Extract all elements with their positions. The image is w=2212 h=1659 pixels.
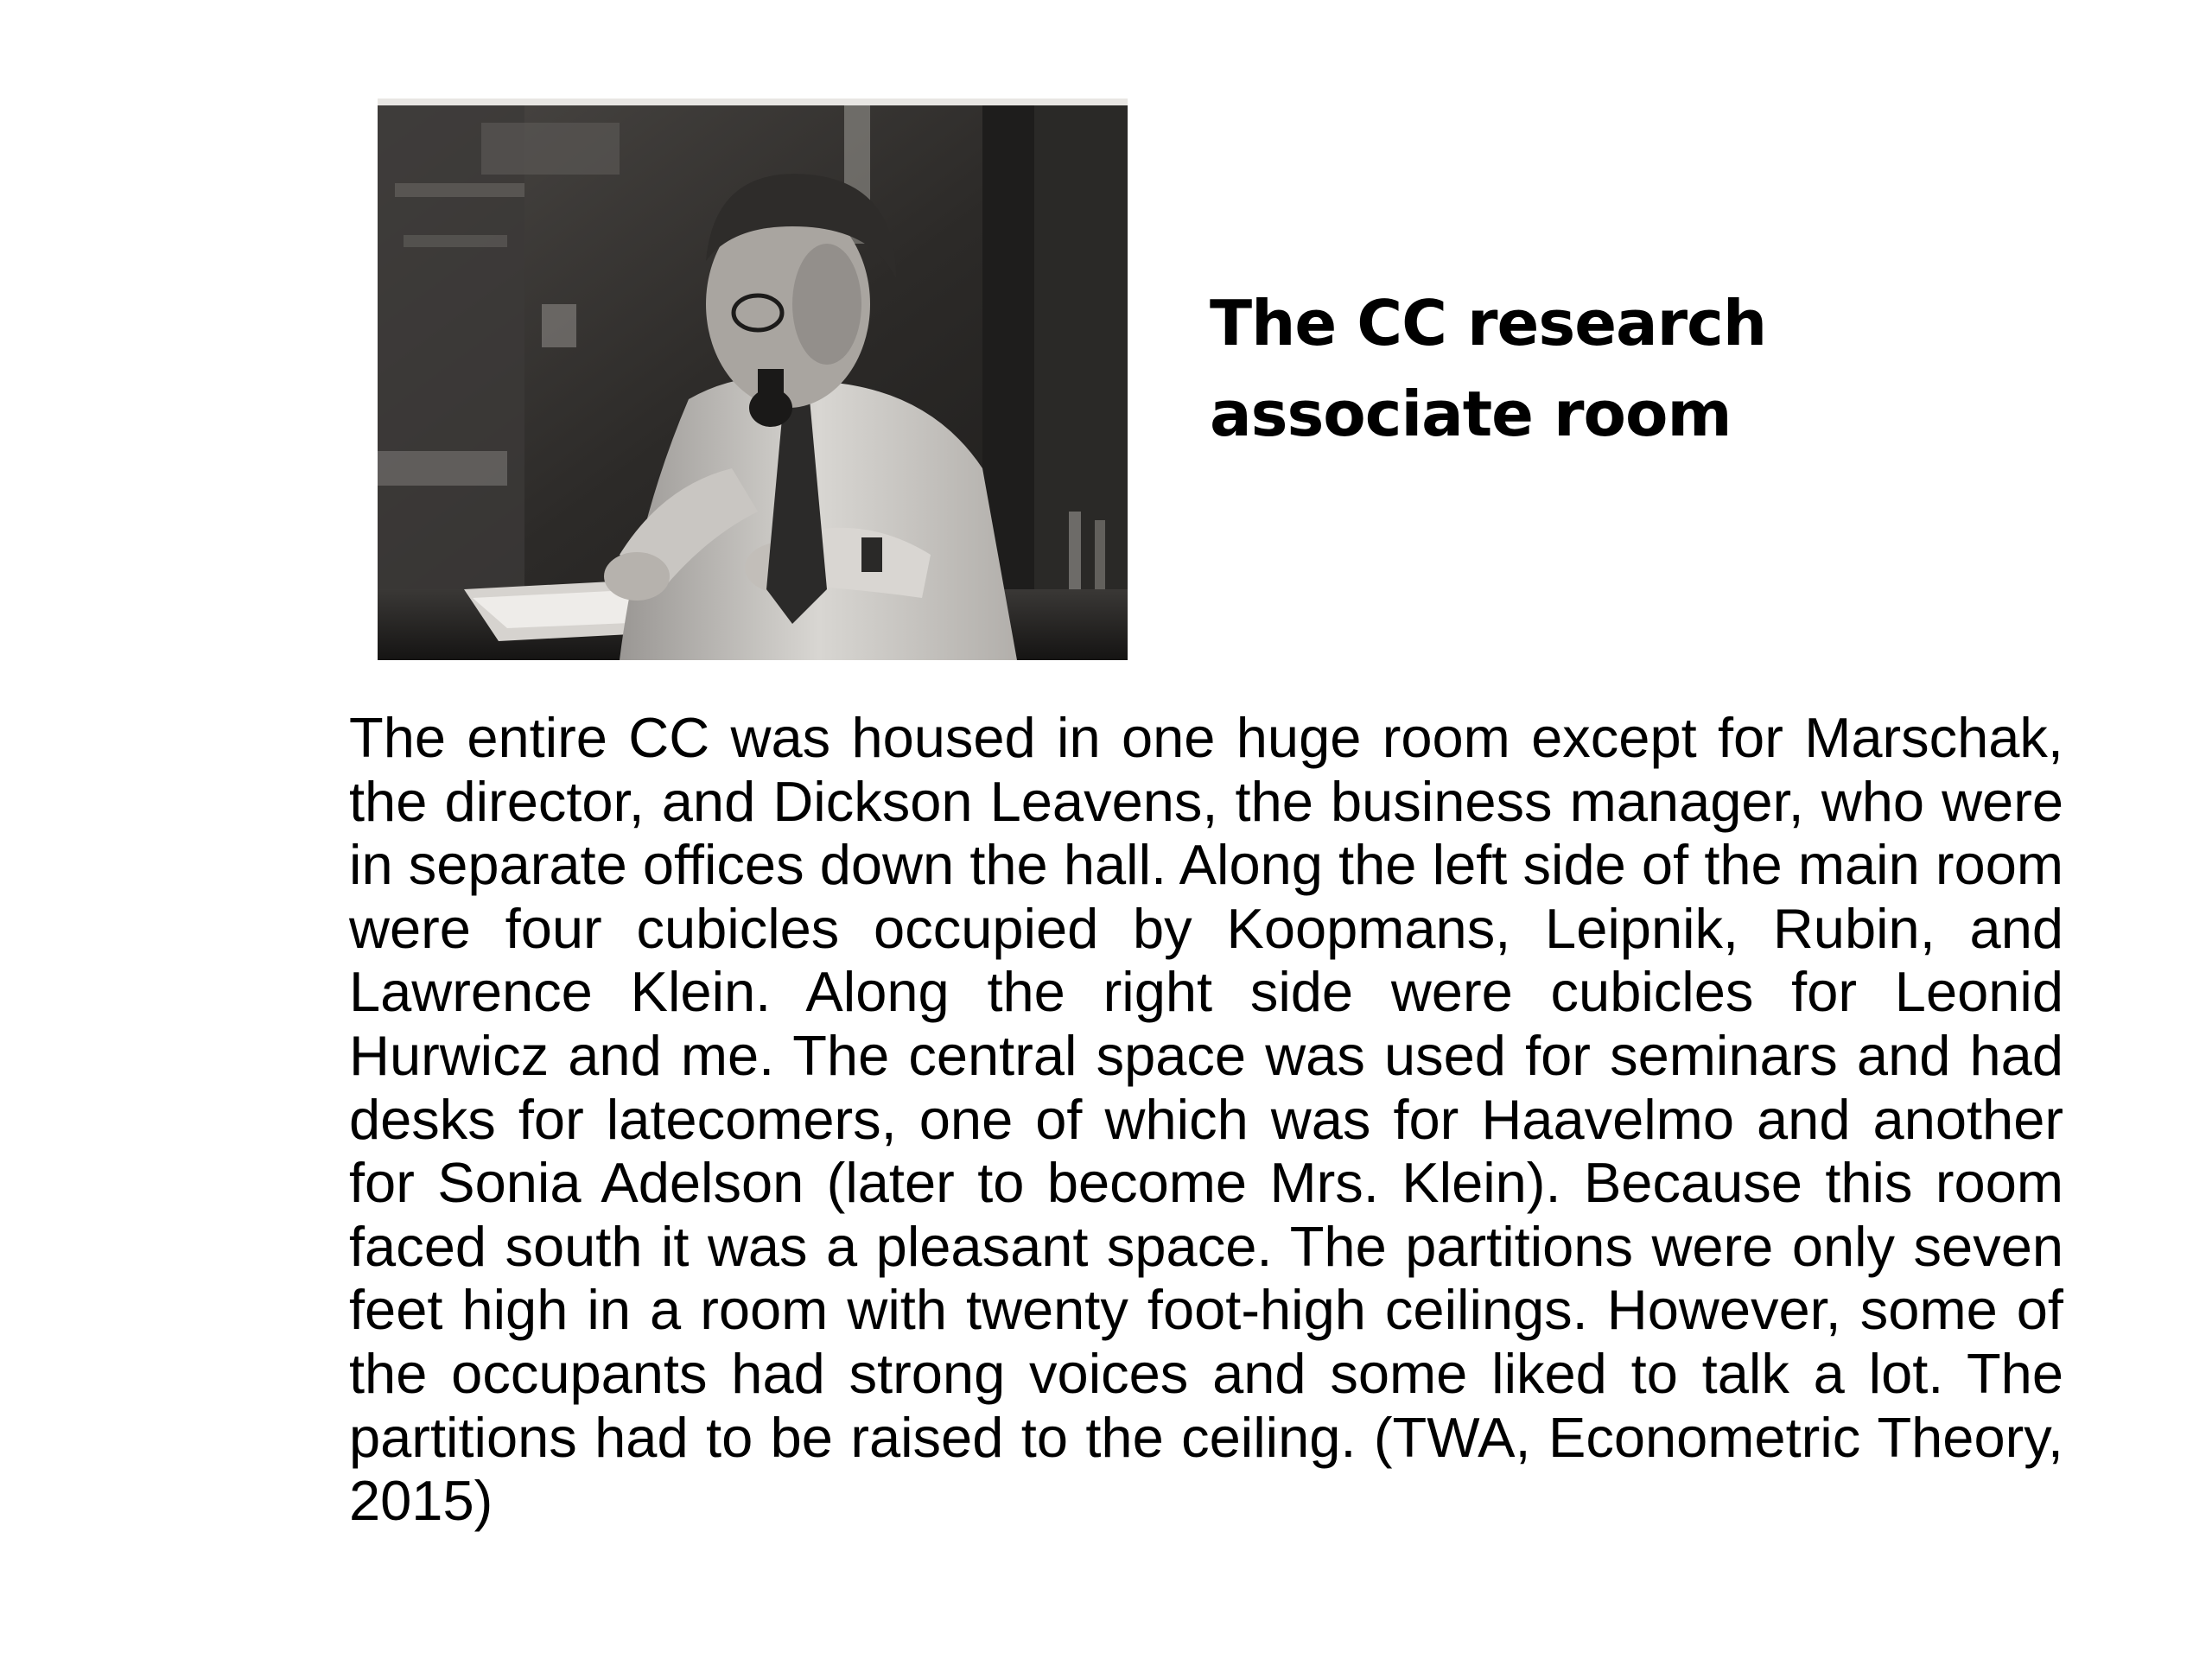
body-paragraph: The entire CC was housed in one huge room except for Marschak, the director, and Dickson Leavens, the business manager, who were in separate offices down the hall. Along the left side of the main room were four cubicles occupied by Koopmans, Leipnik, Rubin, and Lawrence Klein. Along the right side were cubicles for Leonid Hurwicz and me. The central space was used for seminars and had desks for latecomers, one of which was for Haavelmo and another for Sonia Adelson (later to become Mrs. Klein). Because this room faced south it was a pleasant space. The partitions were only seven feet high in a room with twenty foot-high ceilings. However, some of the occupants had strong voices and some liked to talk a lot. The partitions had to be raised to the ceiling. (TWA, Econometric Theory, 2015) xyxy=(349,706,2063,1533)
slide-title: The CC research associate room xyxy=(1210,287,1767,450)
historical-photo xyxy=(378,99,1128,660)
photo-illustration xyxy=(378,105,1128,660)
